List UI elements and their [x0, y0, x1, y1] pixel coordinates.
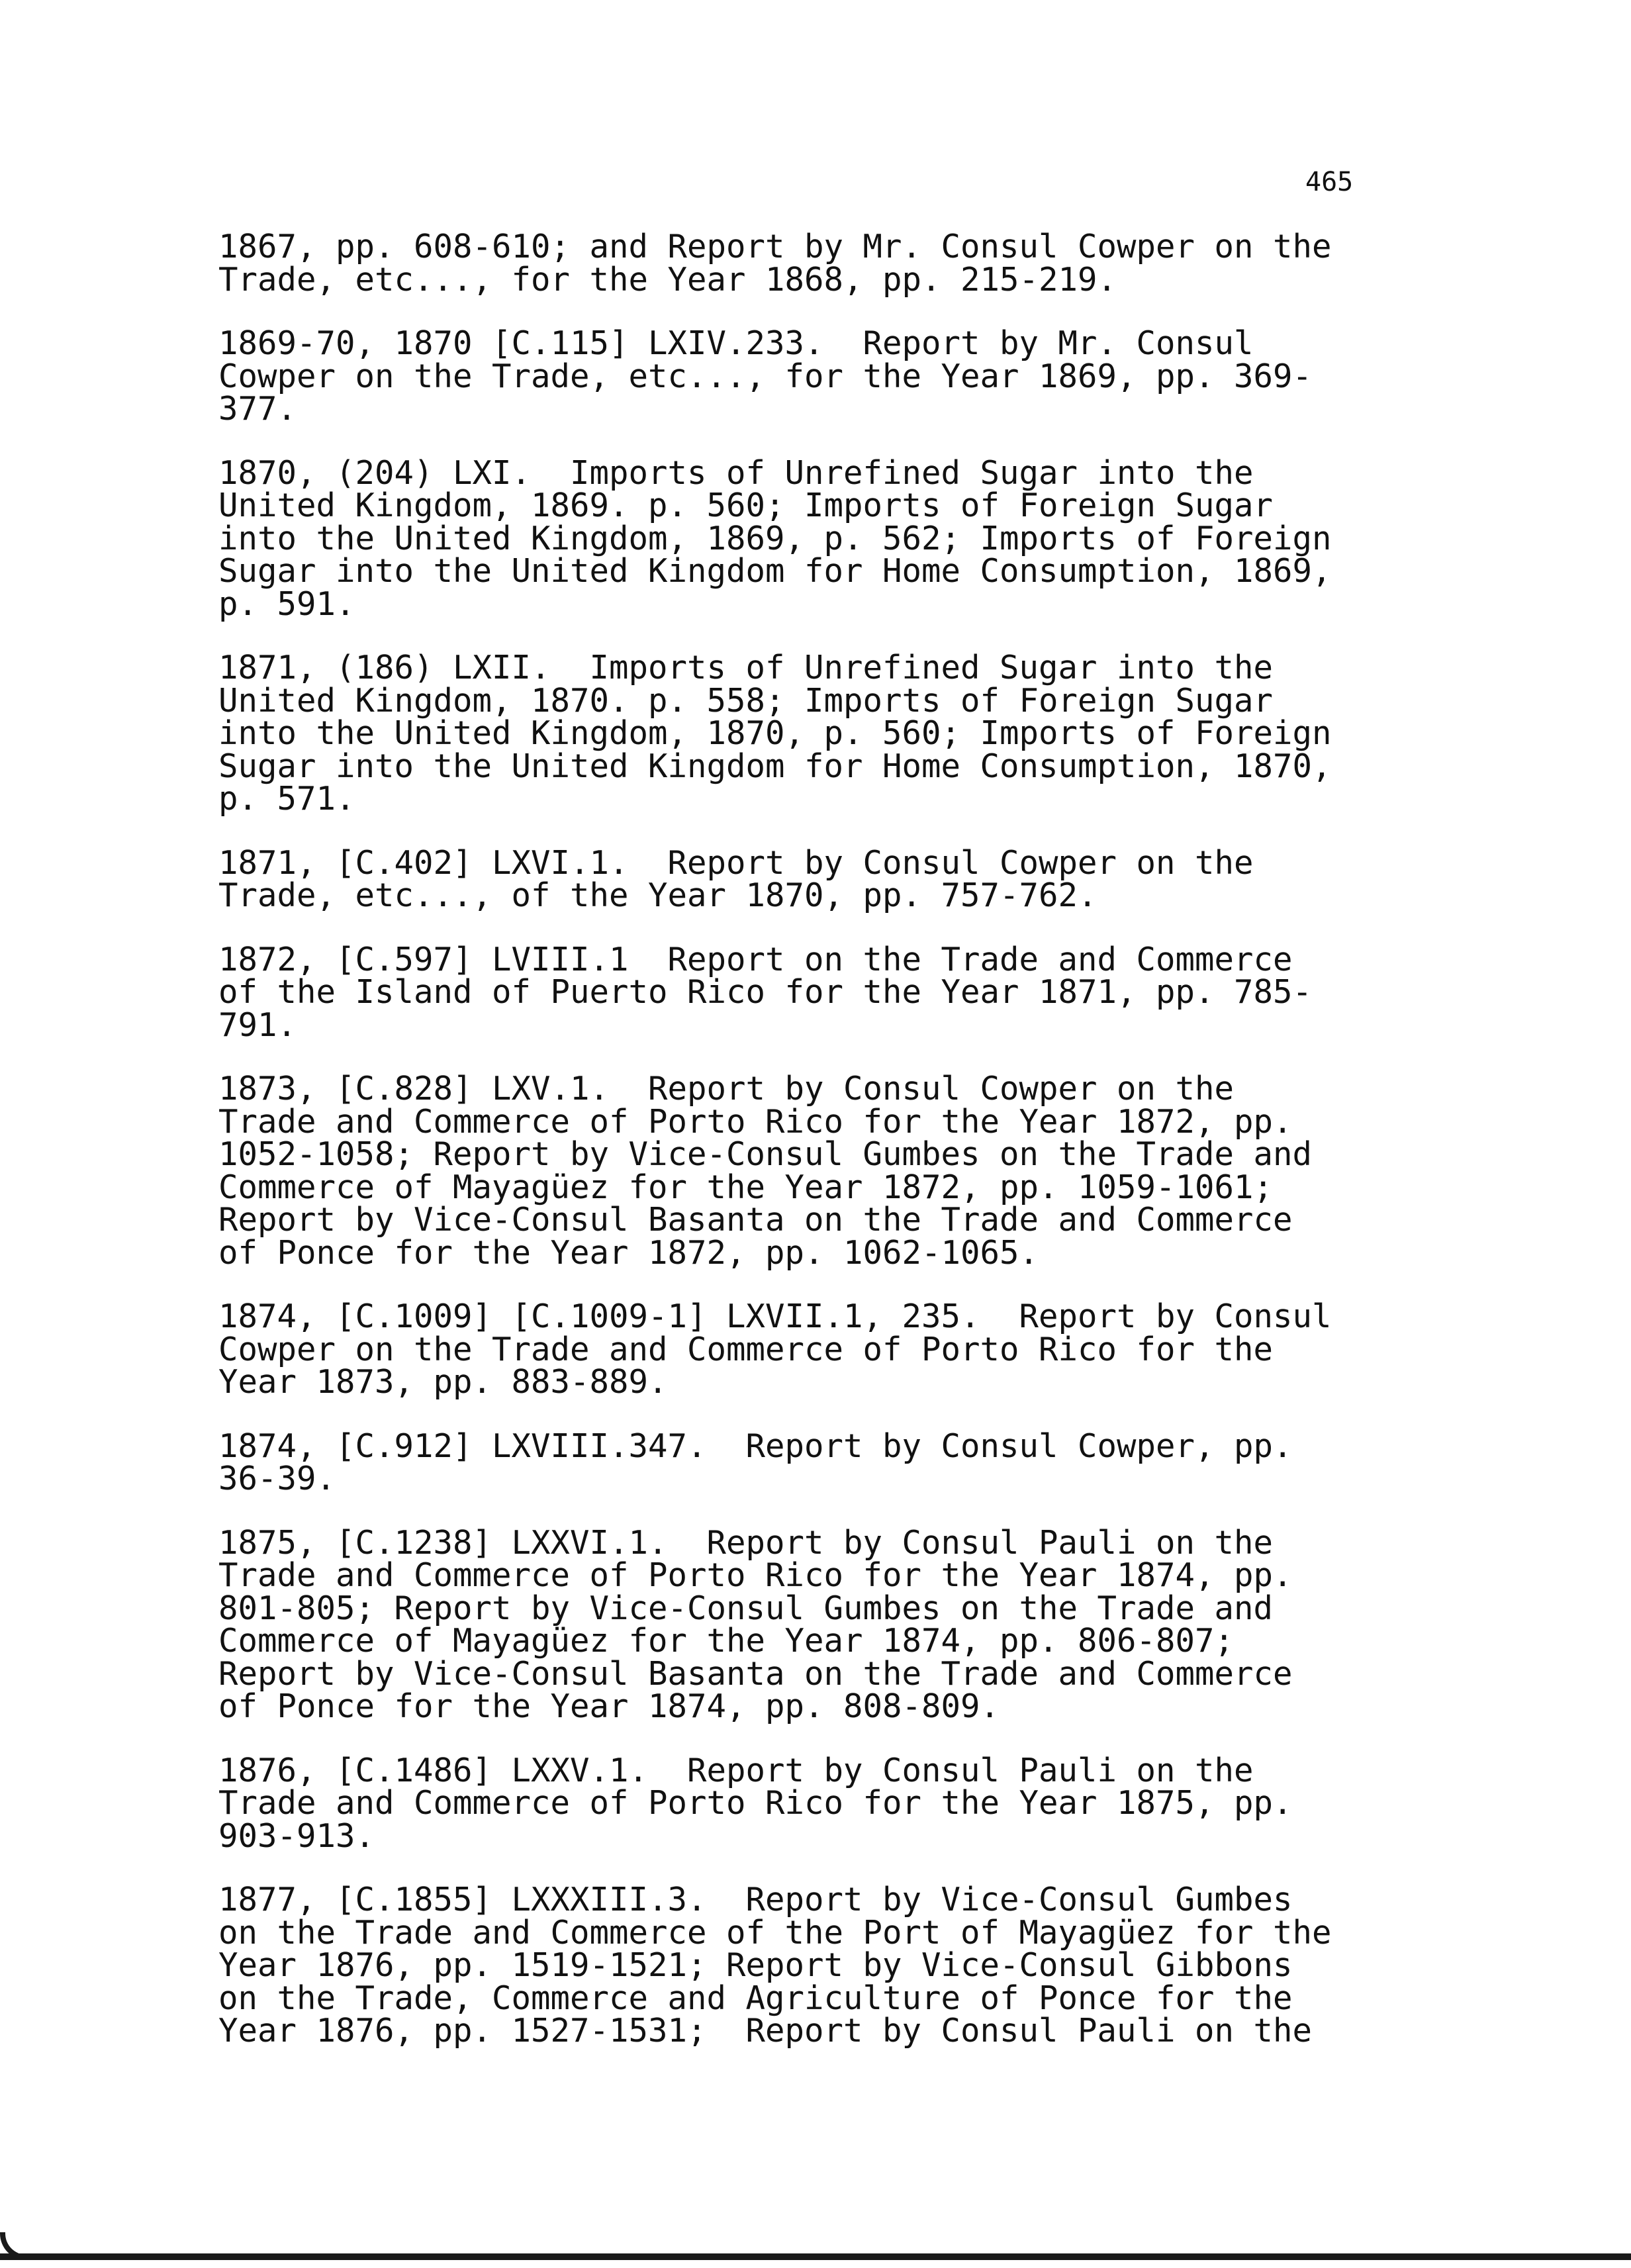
entry-line: Trade and Commerce of Porto Rico for the Year 1875, pp. — [218, 1784, 1293, 1822]
bibliography-entry — [218, 843, 1397, 914]
entry-line: Year 1873, pp. 883-889. — [218, 1363, 668, 1401]
entry-line: Sugar into the United Kingdom for Home Consumption, 1870, — [218, 747, 1332, 785]
entry-line: 1867, pp. 608-610; and Report by Mr. Consul Cowper on the — [218, 228, 1332, 265]
entry-line: of Ponce for the Year 1872, pp. 1062-1065. — [218, 1233, 1039, 1272]
entry-line: 1874, [C.912] LXVIII.347. Report by Consul Cowper, pp. — [218, 1427, 1293, 1465]
entry-line: 903-913. — [218, 1817, 375, 1855]
entry-line: into the United Kingdom, 1870, p. 560; Imports of Foreign — [218, 714, 1332, 752]
entry-line: Trade, etc..., for the Year 1868, pp. 215-219. — [218, 260, 1117, 299]
entry-line: Sugar into the United Kingdom for Home Consumption, 1869, — [218, 552, 1332, 590]
entry-line: of Ponce for the Year 1874, pp. 808-809. — [218, 1687, 1000, 1725]
entry-line: 1873, [C.828] LXV.1. Report by Consul Cowper on the — [218, 1070, 1235, 1108]
entry-line: Commerce of Mayagüez for the Year 1874, pp. 806-807; — [218, 1622, 1235, 1660]
entry-line: Commerce of Mayagüez for the Year 1872, pp. 1059-1061; — [218, 1168, 1274, 1206]
page-number: 465 — [1305, 167, 1354, 197]
entry-line: Cowper on the Trade, etc..., for the Year 1869, pp. 369- — [218, 357, 1313, 395]
entry-line: 36-39. — [218, 1460, 336, 1497]
entry-line: Report by Vice-Consul Basanta on the Trade and Commerce — [218, 1654, 1293, 1693]
bibliography-entry — [218, 453, 1397, 623]
entry-line: United Kingdom, 1869. p. 560; Imports of Foreign Sugar — [218, 487, 1274, 524]
entry-line: Year 1876, pp. 1519-1521; Report by Vice-Consul Gibbons — [218, 1946, 1293, 1984]
entry-line: 377. — [218, 390, 297, 428]
bibliography-entry — [218, 1300, 1397, 1399]
entry-line: 1872, [C.597] LVIII.1 Report on the Trade and Commerce — [218, 940, 1293, 978]
entry-line: 1052-1058; Report by Vice-Consul Gumbes on the Trade and — [218, 1135, 1313, 1173]
entry-line: Trade, etc..., of the Year 1870, pp. 757-762. — [218, 876, 1097, 914]
entry-line: of the Island of Puerto Rico for the Year 1871, pp. 785- — [218, 973, 1313, 1011]
entry-line: Year 1876, pp. 1527-1531; Report by Consul Pauli on the — [218, 2012, 1313, 2050]
bibliography-entry — [218, 1523, 1397, 1725]
entry-line: 1870, (204) LXI. Imports of Unrefined Sugar into the — [218, 453, 1254, 492]
bibliography-entry — [218, 1070, 1397, 1272]
entry-line: 791. — [218, 1006, 297, 1044]
entry-line: Trade and Commerce of Porto Rico for the Year 1872, pp. — [218, 1102, 1293, 1141]
entry-line: p. 571. — [218, 780, 355, 818]
entry-line: 1874, [C.1009] [C.1009-1] LXVII.1, 235. Report by Consul — [218, 1298, 1332, 1335]
entry-line: on the Trade and Commerce of the Port of Mayagüez for the — [218, 1913, 1332, 1952]
entry-line: 1876, [C.1486] LXXV.1. Report by Consul Pauli on the — [218, 1751, 1254, 1789]
bibliography-entry — [218, 1427, 1397, 1497]
entry-line: 1877, [C.1855] LXXXIII.3. Report by Vice-Consul Gumbes — [218, 1881, 1293, 1918]
bibliography-entry — [218, 324, 1397, 428]
entry-line: Trade and Commerce of Porto Rico for the Year 1874, pp. — [218, 1556, 1293, 1594]
bibliography-entry — [218, 940, 1397, 1044]
entry-line: United Kingdom, 1870. p. 558; Imports of Foreign Sugar — [218, 681, 1274, 720]
entry-line: into the United Kingdom, 1869, p. 562; Imports of Foreign — [218, 519, 1332, 557]
entry-line: Cowper on the Trade and Commerce of Porto Rico for the — [218, 1330, 1274, 1368]
bottom-rule — [0, 2253, 1631, 2260]
bibliography-entry — [218, 1751, 1397, 1855]
entry-line: 1869-70, 1870 [C.115] LXIV.233. Report by Mr. Consul — [218, 324, 1254, 362]
entry-line: 1875, [C.1238] LXXVI.1. Report by Consul Pauli on the — [218, 1523, 1274, 1562]
bibliography-entry — [218, 651, 1397, 816]
bibliography-entry — [218, 1883, 1397, 2048]
bibliography-text — [218, 230, 1397, 2079]
entry-line: Report by Vice-Consul Basanta on the Trade and Commerce — [218, 1201, 1293, 1239]
entry-line: 801-805; Report by Vice-Consul Gumbes on the Trade and — [218, 1589, 1274, 1627]
bibliography-entry — [218, 228, 1397, 299]
entry-line: 1871, [C.402] LXVI.1. Report by Consul Cowper on the — [218, 843, 1254, 882]
entry-line: on the Trade, Commerce and Agriculture of Ponce for the — [218, 1979, 1293, 2017]
entry-line: 1871, (186) LXII. Imports of Unrefined Sugar into the — [218, 649, 1274, 686]
entry-line: p. 591. — [218, 585, 355, 623]
